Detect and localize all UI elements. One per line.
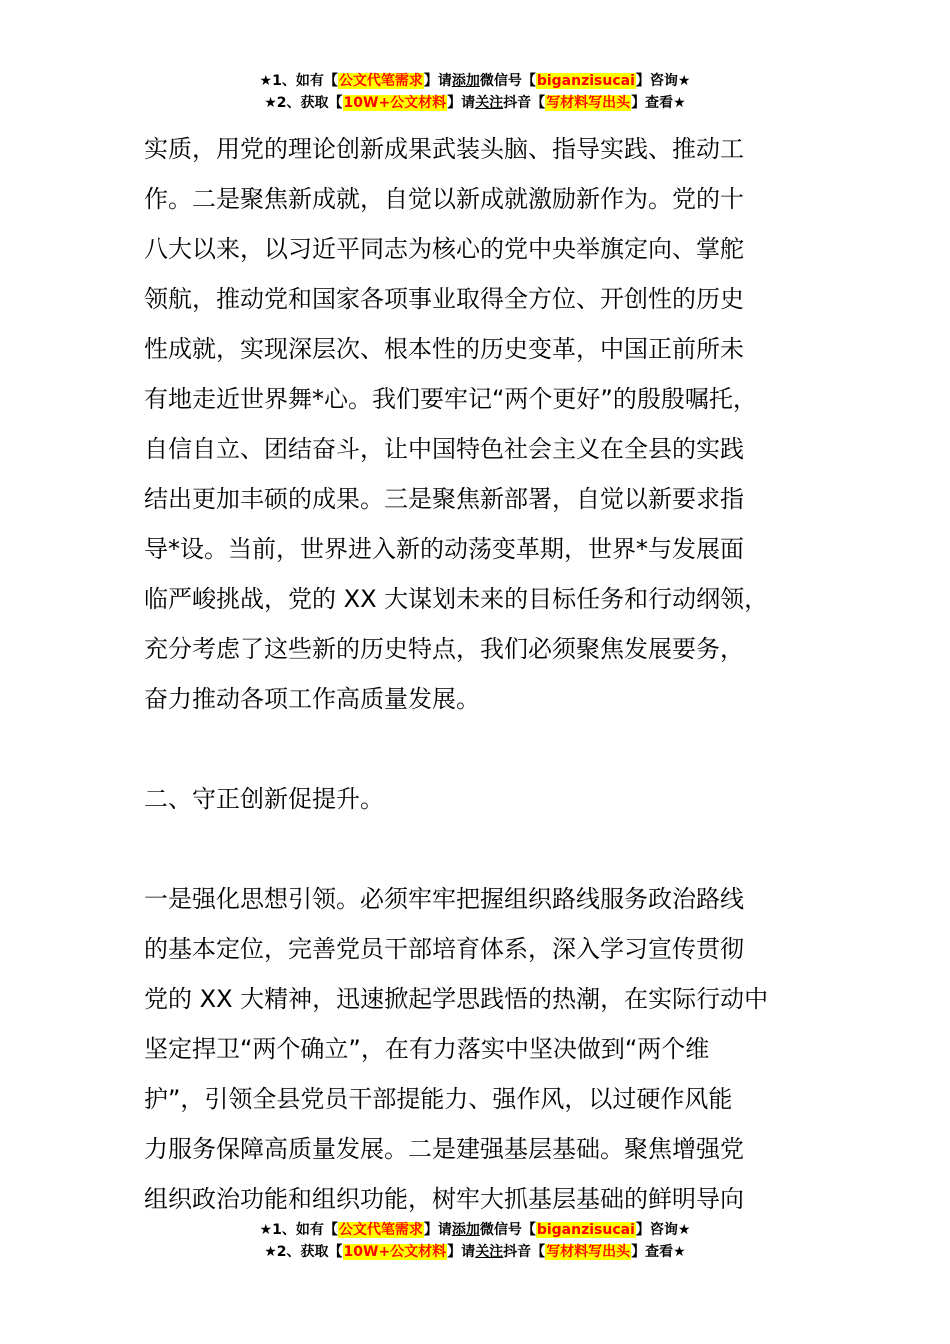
banner-text: ★1、如有【 [259,73,338,89]
banner-highlight: 写材料写出头 [546,1244,631,1260]
body-line: 奋力推动各项工作高质量发展。 [144,685,480,713]
banner-highlight: 公文代笔需求 [338,1222,423,1238]
banner-text: ★2、获取【 [264,1244,343,1260]
banner-text: 微信号【 [479,1222,536,1238]
banner-underlined: 添加 [451,73,480,89]
banner-text: 】查看★ [631,1244,686,1260]
banner-line-1 [0,70,950,92]
banner-highlight: biganzisucai [536,1222,635,1238]
body-line: 实质，用党的理论创新成果武装头脑、指导实践、推动工 [144,135,744,163]
body-line: 组织政治功能和组织功能，树牢大抓基层基础的鲜明导向 [144,1185,744,1213]
banner-highlight: 10W+公文材料 [343,1244,447,1260]
body-line: 护”，引领全县党员干部提能力、强作风，以过硬作风能 [144,1085,733,1113]
banner-line-1 [0,1219,950,1241]
banner-underlined: 关注 [475,95,504,111]
header-banner [0,70,950,114]
body-line: 的基本定位，完善党员干部培育体系，深入学习宣传贯彻 [144,935,744,963]
banner-highlight: 写材料写出头 [546,95,631,111]
banner-highlight: biganzisucai [536,73,635,89]
blank-line [144,724,834,774]
body-line: 作。二是聚焦新成就，自觉以新成就激励新作为。党的十 [144,185,744,213]
body-line: 力服务保障高质量发展。二是建强基层基础。聚焦增强党 [144,1135,744,1163]
body-line: 领航，推动党和国家各项事业取得全方位、开创性的历史 [144,285,744,313]
document-body [144,124,834,1224]
body-line: 性成就，实现深层次、根本性的历史变革，中国正前所未 [144,335,744,363]
banner-text: 】请 [423,1222,452,1238]
banner-text: 】请 [423,73,452,89]
banner-highlight: 10W+公文材料 [343,95,447,111]
banner-text: 】查看★ [631,95,686,111]
banner-text: 微信号【 [479,73,536,89]
body-line: 八大以来，以习近平同志为核心的党中央举旗定向、掌舵 [144,235,744,263]
body-line: 导*设。当前，世界进入新的动荡变革期，世界*与发展面 [144,535,744,563]
banner-text: 】咨询★ [635,73,691,89]
body-line: 临严峻挑战，党的 XX 大谋划未来的目标任务和行动纲领， [144,585,769,613]
banner-text: 抖音【 [503,95,546,111]
body-line: 党的 XX 大精神，迅速掀起学思践悟的热潮，在实际行动中 [144,985,769,1013]
banner-line-2 [0,92,950,114]
banner-text: 】请 [447,95,476,111]
banner-line-2 [0,1241,950,1263]
footer-banner [0,1219,950,1263]
body-line: 充分考虑了这些新的历史特点，我们必须聚焦发展要务， [144,635,744,663]
body-line: 结出更加丰硕的成果。三是聚焦新部署，自觉以新要求指 [144,485,744,513]
banner-highlight: 公文代笔需求 [338,73,423,89]
banner-text: ★1、如有【 [259,1222,338,1238]
body-line: 一是强化思想引领。必须牢牢把握组织路线服务政治路线 [144,885,744,913]
banner-text: 抖音【 [503,1244,546,1260]
banner-text: ★2、获取【 [264,95,343,111]
body-line: 有地走近世界舞*心。我们要牢记“两个更好”的殷殷嘱托， [144,385,757,413]
section-heading: 二、守正创新促提升。 [144,785,384,813]
banner-text: 】咨询★ [635,1222,691,1238]
banner-underlined: 添加 [451,1222,480,1238]
banner-text: 】请 [447,1244,476,1260]
banner-underlined: 关注 [475,1244,504,1260]
body-line: 坚定捍卫“两个确立”，在有力落实中坚决做到“两个维 [144,1035,710,1063]
blank-line [144,824,834,874]
body-line: 自信自立、团结奋斗，让中国特色社会主义在全县的实践 [144,435,744,463]
